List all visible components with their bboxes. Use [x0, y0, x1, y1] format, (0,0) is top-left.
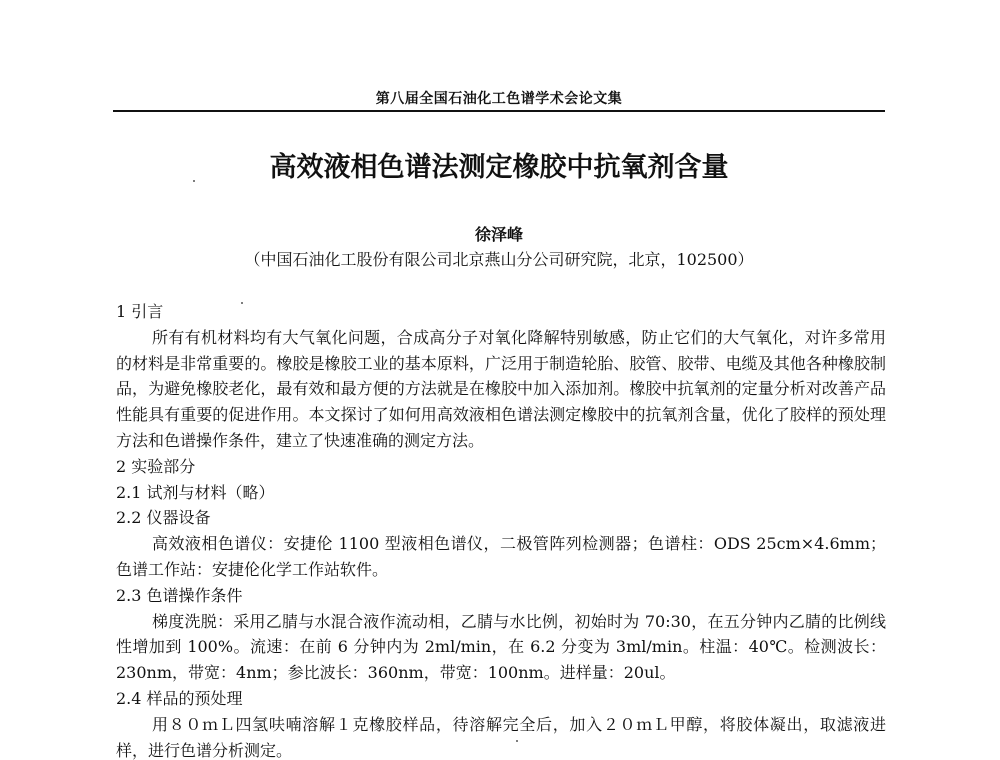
section-heading-experimental: 2 实验部分: [116, 456, 196, 476]
subsection-heading-sample-pretreatment: 2.4 样品的预处理: [116, 688, 243, 708]
subsection-heading-instruments: 2.2 仪器设备: [116, 508, 211, 528]
scan-speck: [241, 302, 243, 304]
chromatography-conditions-paragraph: 梯度洗脱：采用乙腈与水混合液作流动相，乙腈与水比例，初始时为 70:30，在五分钟内乙腈的比例线性增加到 100%。流速：在前 6 分钟内为 2ml/min，在 6.2 分变为 3ml/min。柱温：40℃。检测波长：230nm，带宽：4nm；参比波长：360nm，带宽：100nm。进样量：20ul。: [116, 611, 886, 683]
running-header: 第八届全国石油化工色谱学术会论文集: [375, 91, 623, 107]
subsection-heading-chromatography-conditions: 2.3 色谱操作条件: [116, 585, 243, 605]
instruments-paragraph: 高效液相色谱仪：安捷伦 1100 型液相色谱仪，二极管阵列检测器；色谱柱：ODS 25cm×4.6mm；色谱工作站：安捷伦化学工作站软件。: [116, 534, 886, 579]
header-rule: [113, 110, 885, 112]
sample-pretreatment-paragraph: 用８０ｍＬ四氢呋喃溶解１克橡胶样品，待溶解完全后，加入２０ｍＬ甲醇，将胶体凝出，取滤液进样，进行色谱分析测定。: [116, 714, 886, 760]
author-name: 徐泽峰: [474, 225, 523, 244]
subsection-heading-reagents: 2.1 试剂与材料（略）: [116, 482, 275, 502]
author-affiliation: （中国石油化工股份有限公司北京燕山分公司研究院，北京，102500）: [244, 250, 754, 269]
introduction-paragraph: 所有有机材料均有大气氧化问题，合成高分子对氧化降解特别敏感，防止它们的大气氧化，对许多常用的材料是非常重要的。橡胶是橡胶工业的基本原料，广泛用于制造轮胎、胶管、胶带、电缆及其他各种橡胶制品，为避免橡胶老化，最有效和最方便的方法就是在橡胶中加入添加剂。橡胶中抗氧剂的定量分析对改善产品性能具有重要的促进作用。本文探讨了如何用高效液相色谱法测定橡胶中的抗氧剂含量，优化了胶样的预处理方法和色谱操作条件，建立了快速准确的测定方法。: [116, 327, 886, 450]
scan-speck: [193, 180, 195, 182]
section-heading-introduction: 1 引言: [116, 302, 164, 321]
scan-speck: [516, 740, 518, 742]
body-text: [116, 299, 886, 760]
paper-title: 高效液相色谱法测定橡胶中抗氧剂含量: [269, 152, 729, 183]
